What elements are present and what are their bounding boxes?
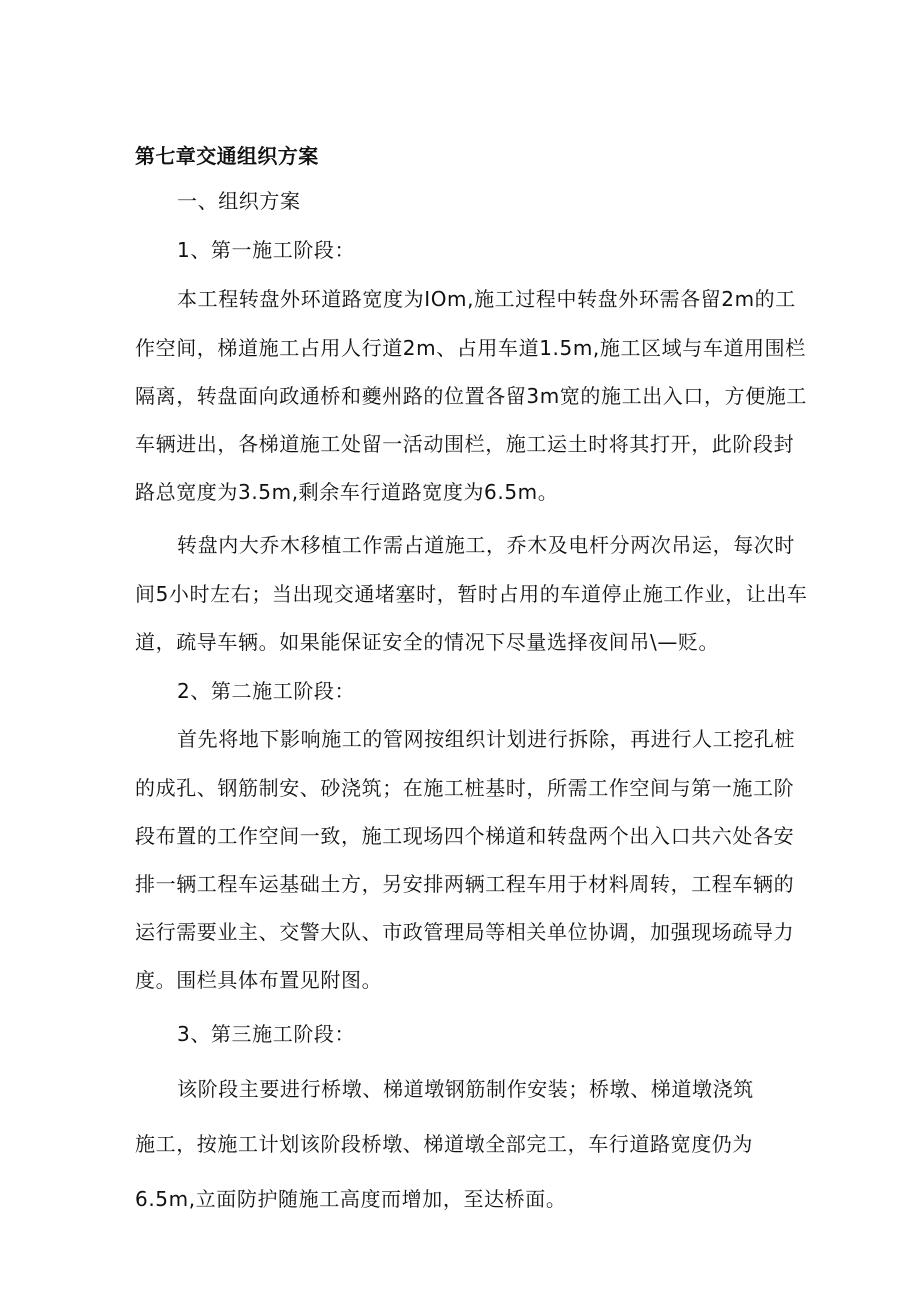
stage-2-para1-line-4: 排一辆工程车运基础土方，另安排两辆工程车用于材料周转，工程车辆的 (135, 872, 795, 896)
stage-2-para1-line-3: 段布置的工作空间一致，施工现场四个梯道和转盘两个出入口共六处各安 (135, 824, 795, 848)
stage-2-para1-line-6: 度。围栏具体布置见附图。 (135, 968, 383, 992)
stage-1-para2-line-1: 转盘内大乔木移植工作需占道施工，乔木及电杆分两次吊运，每次时 (177, 533, 795, 557)
stage-3-para1-line-3: 6.5m,立面防护随施工高度而增加，至达桥面。 (135, 1187, 567, 1211)
stage-1-para1-line-2: 作空间，梯道施工占用人行道2m、占用车道1.5m,施工区域与车道用围栏 (135, 336, 806, 360)
stage-1-heading: 1、第一施工阶段： (177, 238, 356, 262)
section-heading-organization-plan: 一、组织方案 (177, 189, 301, 213)
stage-2-para1-line-2: 的成孔、钢筋制安、砂浇筑；在施工桩基时，所需工作空间与第一施工阶 (135, 776, 795, 800)
stage-3-para1-line-2: 施工，按施工计划该阶段桥墩、梯道墩全部完工，车行道路宽度仍为 (135, 1132, 753, 1156)
stage-2-para1-line-1: 首先将地下影响施工的管网按组织计划进行拆除，再进行人工挖孔桩 (177, 727, 795, 751)
stage-3-heading: 3、第三施工阶段： (177, 1022, 356, 1046)
stage-2-heading: 2、第二施工阶段： (177, 679, 356, 703)
stage-1-para1-line-5: 路总宽度为3.5m,剩余车行道路宽度为6.5m。 (135, 480, 559, 504)
stage-3-para1-line-1: 该阶段主要进行桥墩、梯道墩钢筋制作安装；桥墩、梯道墩浇筑 (177, 1077, 754, 1101)
stage-2-para1-line-5: 运行需要业主、交警大队、市政管理局等相关单位协调，加强现场疏导力 (135, 920, 795, 944)
chapter-title: 第七章交通组织方案 (135, 144, 319, 168)
stage-1-para2-line-3: 道，疏导车辆。如果能保证安全的情况下尽量选择夜间吊\—贬。 (135, 630, 720, 654)
stage-1-para1-line-4: 车辆进出，各梯道施工处留一活动围栏，施工运土时将其打开，此阶段封 (135, 432, 795, 456)
stage-1-para1-line-1: 本工程转盘外环道路宽度为IOm,施工过程中转盘外环需各留2m的工 (177, 287, 796, 311)
stage-1-para2-line-2: 间5小时左右；当出现交通堵塞时，暂时占用的车道停止施工作业，让出车 (135, 582, 808, 606)
stage-1-para1-line-3: 隔离，转盘面向政通桥和夔州路的位置各留3m宽的施工出入口，方便施工 (135, 384, 808, 408)
